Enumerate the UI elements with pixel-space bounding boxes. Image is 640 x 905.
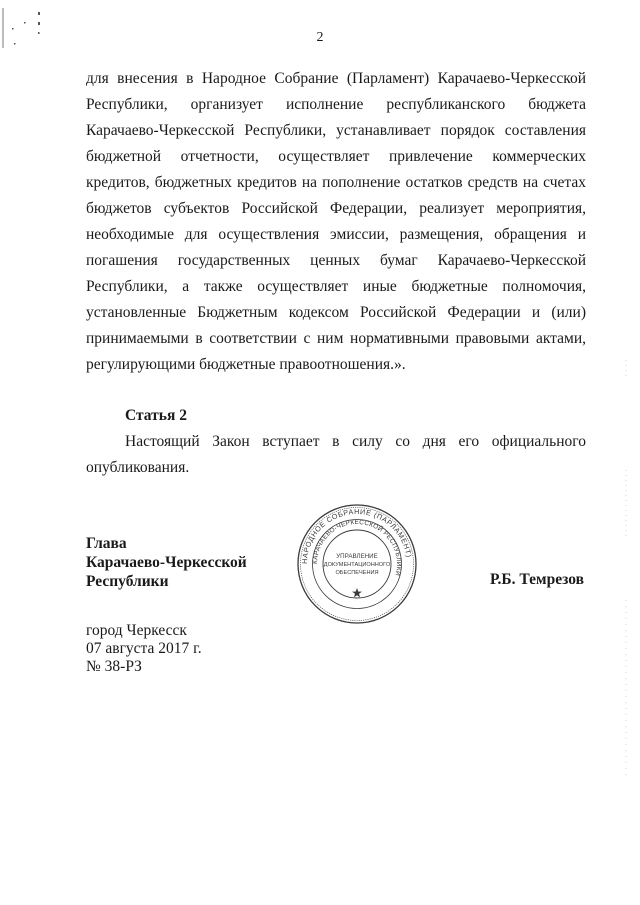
signatory-name: Р.Б. Темрезов — [490, 571, 584, 588]
stamp-center-line: ДОКУМЕНТАЦИОННОГО — [323, 562, 391, 568]
stamp-star-icon — [352, 588, 362, 597]
page-number: 2 — [316, 30, 324, 45]
signatory-title-line: Республики — [86, 573, 169, 590]
signatory-title — [86, 534, 247, 591]
stamp-center-line: УПРАВЛЕНИЕ — [336, 553, 378, 560]
stamp-inner-text: КАРАЧАЕВО-ЧЕРКЕССКОЙ РЕСПУБЛИКИ — [311, 518, 403, 577]
law-number: № 38-РЗ — [86, 658, 142, 675]
place-date-number — [86, 622, 202, 676]
article-text: Настоящий Закон вступает в силу со дня его официального опубликования. — [86, 433, 586, 476]
official-stamp — [296, 503, 418, 625]
article-heading: Статья 2 — [125, 407, 187, 424]
signatory-title-line: Глава — [86, 535, 127, 552]
signatory-title-line: Карачаево-Черкесской — [86, 554, 247, 571]
stamp-center-line: ОБЕСПЕЧЕНИЯ — [335, 570, 379, 576]
law-body-paragraph: для внесения в Народное Собрание (Парламент) Карачаево-Черкесской Республики, организует исполнение республиканского бюджета Карачаево-Черкесской Республики, устанавливает порядок составления бюджетной отчетности, осуществляет привлечение коммерческих кредитов, бюджетных кредитов на пополнение остатков средств на счетах бюджетов субъектов Российской Федерации, реализует мероприятия, необходимые для осуществления эмиссии, размещения, обращения и погашения государственных ценных бумаг Карачаево-Черкесской Республики, а также осуществляет иные бюджетные полномочия, установленные Бюджетным кодексом Российской Федерации и (или) принимаемыми в соответствии с ним нормативными правовыми актами, регулирующими бюджетные правоотношения.». — [86, 70, 586, 373]
date: 07 августа 2017 г. — [86, 640, 202, 657]
stamp-outer-text: НАРОДНОЕ СОБРАНИЕ (ПАРЛАМЕНТ) — [299, 506, 414, 565]
city: город Черкесск — [86, 622, 187, 639]
